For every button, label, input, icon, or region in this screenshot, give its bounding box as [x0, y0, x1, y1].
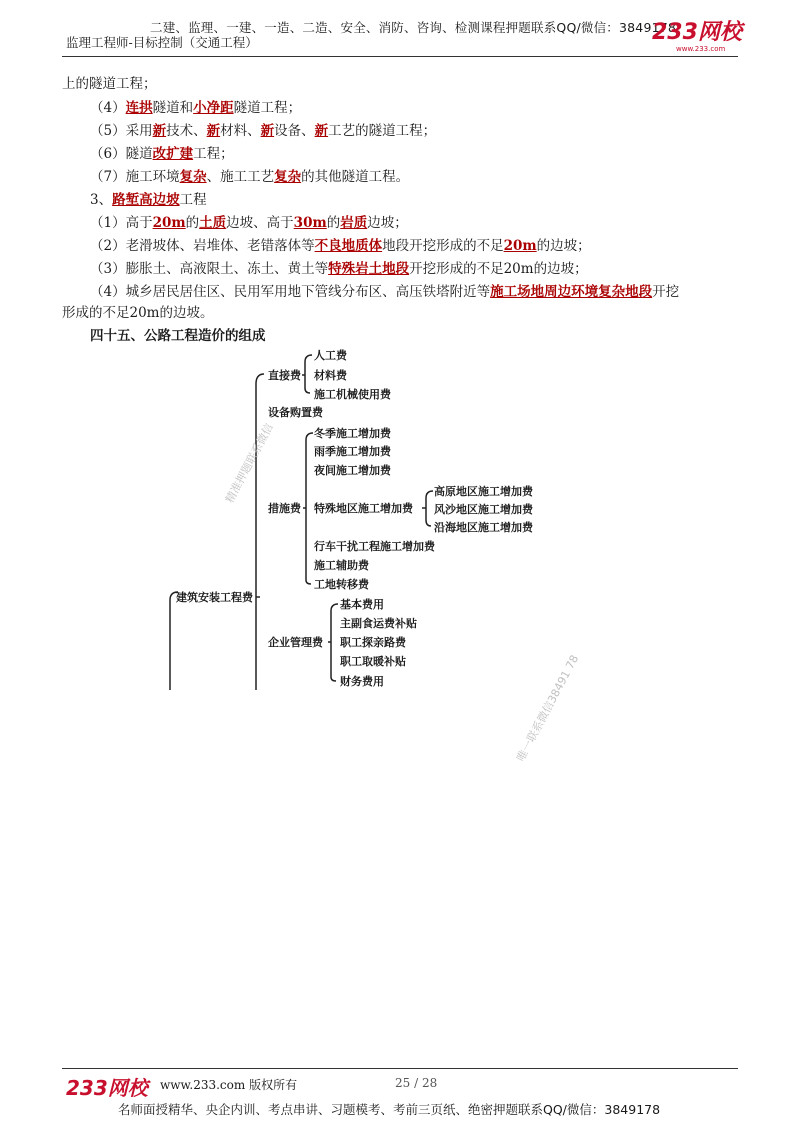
- text-line: 3、路堑高边坡工程: [90, 192, 207, 208]
- tree-leaf: 夜间施工增加费: [314, 464, 391, 477]
- tree-leaf: 高原地区施工增加费: [434, 485, 533, 498]
- tree-leaf: 职工取暖补贴: [340, 655, 406, 668]
- header-subtitle: 监理工程师-目标控制（交通工程）: [66, 35, 258, 50]
- text-line: （4）连拱隧道和小净距隧道工程；: [90, 100, 302, 116]
- text-line: （6）隧道改扩建工程；: [90, 146, 234, 162]
- footer-site: www.233.com 版权所有: [160, 1078, 298, 1092]
- tree-leaf: 材料费: [314, 369, 347, 382]
- tree-leaf: 人工费: [314, 349, 347, 362]
- header-top-line: 二建、监理、一建、一造、二造、安全、消防、咨询、检测课程押题联系QQ/微信：3849178: [150, 20, 677, 35]
- tree-leaf: 行车干扰工程施工增加费: [314, 540, 435, 553]
- watermark: 唯一联系微信38491 78: [514, 652, 582, 764]
- text-line: （5）采用新技术、新材料、新设备、新工艺的隧道工程；: [90, 123, 437, 139]
- text-line: （3）膨胀土、高液限土、冻土、黄土等特殊岩土地段开挖形成的不足20m的边坡；: [90, 261, 588, 277]
- tree-root: 建筑安装工程费: [176, 591, 253, 604]
- footer-bottom-line: 名师面授精华、央企内训、考点串讲、习题模考、考前三页纸、绝密押题联系QQ/微信：3849178: [118, 1102, 661, 1117]
- brand-logo: 233网校: [652, 20, 742, 45]
- tree-leaf: 工地转移费: [314, 578, 369, 591]
- tree-leaf: 财务费用: [340, 675, 384, 688]
- footer-logo: 233网校: [66, 1076, 148, 1100]
- tree-node-special: 特殊地区施工增加费: [314, 502, 413, 515]
- tree-node-direct: 直接费: [268, 369, 301, 382]
- tree-leaf: 施工辅助费: [314, 559, 369, 572]
- tree-node-measures: 措施费: [268, 502, 301, 515]
- text-line: （4）城乡居民居住区、民用军用地下管线分布区、高压铁塔附近等施工场地周边环境复杂地段开挖: [90, 284, 680, 300]
- tree-leaf: 基本费用: [340, 598, 384, 611]
- text-line: （2）老滑坡体、岩堆体、老错落体等不良地质体地段开挖形成的不足20m的边坡；: [90, 238, 591, 254]
- text-line: 形成的不足20m的边坡。: [62, 305, 214, 321]
- tree-node-equipment: 设备购置费: [268, 406, 323, 419]
- tree-leaf: 雨季施工增加费: [314, 445, 391, 458]
- tree-leaf: 施工机械使用费: [314, 388, 391, 401]
- text-line: （7）施工环境复杂、施工工艺复杂的其他隧道工程。: [90, 169, 410, 185]
- watermark: 精准押题联系微信: [223, 421, 276, 506]
- brand-logo-url: www.233.com: [676, 45, 726, 53]
- tree-node-mgmt: 企业管理费: [268, 636, 323, 649]
- section-title: 四十五、公路工程造价的组成: [90, 328, 266, 344]
- text-line: （1）高于20m的土质边坡、高于30m的岩质边坡；: [90, 215, 408, 231]
- tree-leaf: 冬季施工增加费: [314, 427, 391, 440]
- tree-leaf: 风沙地区施工增加费: [434, 503, 533, 516]
- tree-leaf: 主副食运费补贴: [340, 617, 417, 630]
- text-line: 上的隧道工程；: [62, 76, 157, 92]
- tree-leaf: 职工探亲路费: [340, 636, 406, 649]
- footer-rule: [62, 1068, 738, 1069]
- page-number: 25 / 28: [395, 1076, 438, 1090]
- tree-leaf: 沿海地区施工增加费: [434, 521, 533, 534]
